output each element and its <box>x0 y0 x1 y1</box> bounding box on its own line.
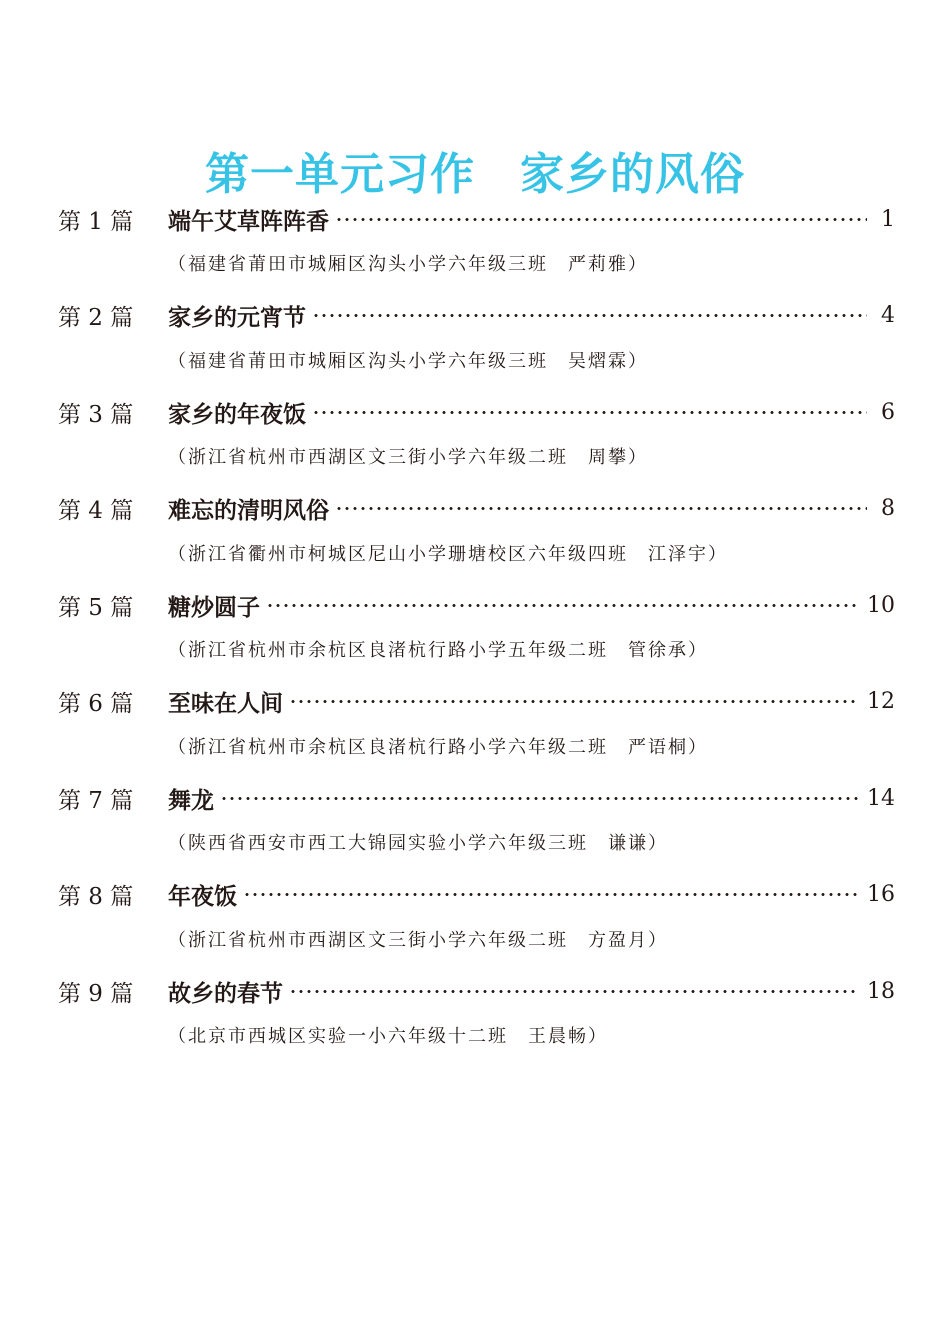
entry-author: （浙江省杭州市西湖区文三街小学六年级二班 方盈月） <box>168 929 668 951</box>
entry-author: （陕西省西安市西工大锦园实验小学六年级三班 谦谦） <box>168 833 668 854</box>
entry-page-number: 14 <box>867 785 895 811</box>
toc-entry-2[interactable] <box>58 290 895 387</box>
entry-title[interactable]: 故乡的春节 <box>168 980 283 1007</box>
toc-entry-3[interactable] <box>58 386 895 483</box>
entry-page-number: 4 <box>881 303 895 328</box>
entry-page-number: 10 <box>867 592 895 618</box>
entry-number: 第 8 篇 <box>58 884 134 910</box>
entry-author: （浙江省杭州市西湖区文三街小学六年级二班 周攀） <box>168 447 648 468</box>
entry-author: （浙江省衢州市柯城区尼山小学珊塘校区六年级四班 江泽宇） <box>168 543 728 565</box>
entry-title[interactable]: 年夜饭 <box>168 884 237 910</box>
dot-leader <box>266 604 859 607</box>
entry-page-number: 8 <box>881 496 895 521</box>
entry-page-number: 6 <box>881 399 895 425</box>
entry-author: （浙江省杭州市余杭区良渚杭行路小学五年级二班 管徐承） <box>168 640 708 661</box>
dot-leader <box>289 700 859 703</box>
entry-title[interactable]: 难忘的清明风俗 <box>168 498 329 524</box>
toc-entry-4[interactable] <box>58 483 895 580</box>
entry-number: 第 4 篇 <box>58 498 134 524</box>
entry-page-number: 1 <box>881 206 895 232</box>
toc-entry-5[interactable] <box>58 579 895 676</box>
entry-number: 第 9 篇 <box>58 980 134 1007</box>
dot-leader <box>335 218 867 221</box>
dot-leader <box>335 507 867 510</box>
toc-entry-9[interactable] <box>58 965 895 1062</box>
entry-number: 第 5 篇 <box>58 594 134 621</box>
entry-author: （北京市西城区实验一小六年级十二班 王晨畅） <box>168 1026 608 1047</box>
toc-entry-7[interactable] <box>58 772 895 869</box>
toc-entry-6[interactable] <box>58 676 895 773</box>
entry-author: （浙江省杭州市余杭区良渚杭行路小学六年级二班 严语桐） <box>168 736 708 758</box>
entry-page-number: 18 <box>867 978 895 1004</box>
entry-title[interactable]: 至味在人间 <box>168 691 283 717</box>
entry-page-number: 16 <box>867 882 895 907</box>
dot-leader <box>220 797 859 800</box>
entry-author: （福建省莆田市城厢区沟头小学六年级三班 吴熠霖） <box>168 350 648 372</box>
dot-leader <box>312 411 867 414</box>
toc-entry-1[interactable] <box>58 193 895 290</box>
table-of-contents <box>58 193 895 1062</box>
entry-author: （福建省莆田市城厢区沟头小学六年级三班 严莉雅） <box>168 254 648 275</box>
entry-number: 第 1 篇 <box>58 208 134 235</box>
page-title: 第一单元习作 家乡的风俗 <box>205 149 745 201</box>
entry-title[interactable]: 端午艾草阵阵香 <box>168 208 329 235</box>
entry-title[interactable]: 糖炒圆子 <box>168 594 260 621</box>
entry-number: 第 3 篇 <box>58 401 134 428</box>
entry-title[interactable]: 舞龙 <box>168 787 214 814</box>
entry-number: 第 7 篇 <box>58 787 134 814</box>
dot-leader <box>243 893 859 896</box>
entry-page-number: 12 <box>867 689 895 714</box>
entry-number: 第 2 篇 <box>58 305 134 331</box>
entry-title[interactable]: 家乡的元宵节 <box>168 305 306 331</box>
dot-leader <box>312 314 867 317</box>
dot-leader <box>289 990 859 993</box>
entry-number: 第 6 篇 <box>58 691 134 717</box>
toc-entry-8[interactable] <box>58 869 895 966</box>
entry-title[interactable]: 家乡的年夜饭 <box>168 401 306 428</box>
